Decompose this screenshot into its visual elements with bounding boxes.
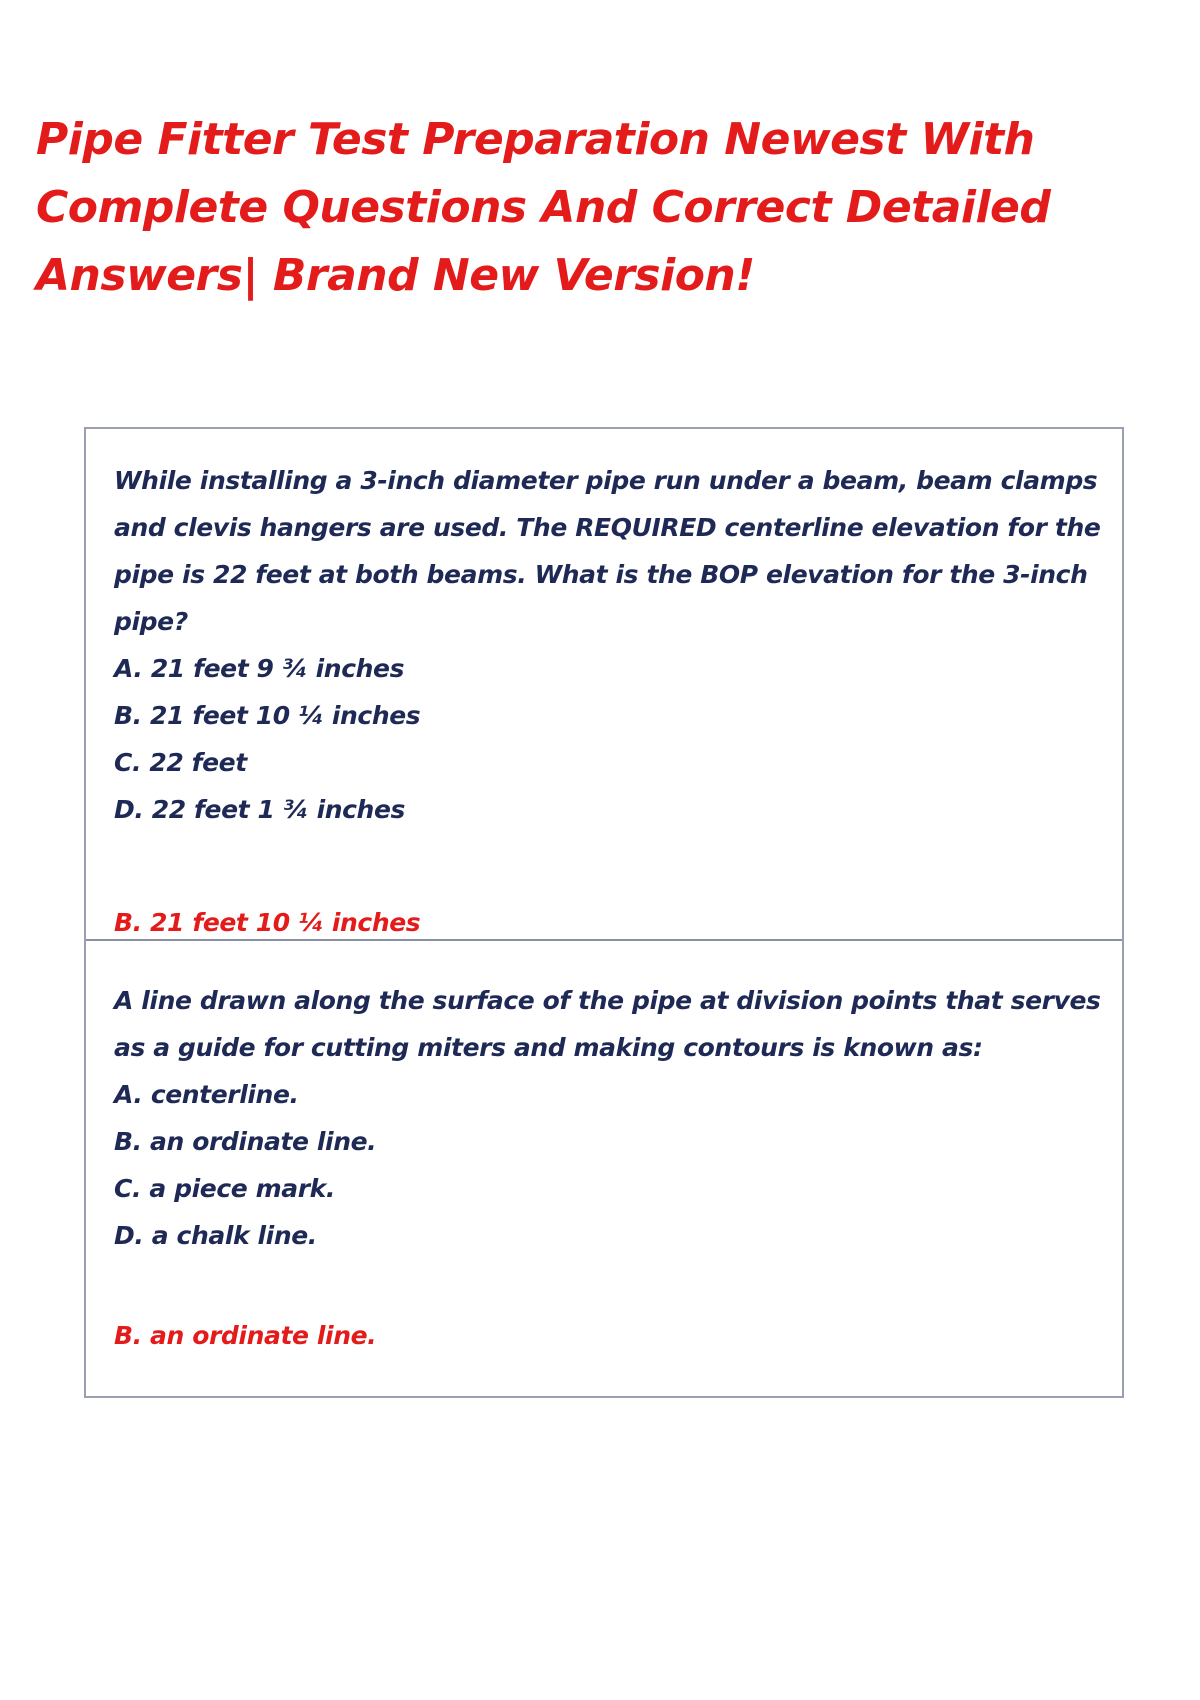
question-1-answer: B. 21 feet 10 ¼ inches <box>114 908 421 937</box>
question-2-option-b: B. an ordinate line. <box>114 1127 377 1156</box>
question-1-option-c: C. 22 feet <box>114 748 247 777</box>
question-2-option-d: D. a chalk line. <box>114 1221 317 1250</box>
document-title: Pipe Fitter Test Preparation Newest With Complete Questions And Correct Detailed Answers| Brand New Version! <box>36 114 1051 301</box>
question-1-option-a: A. 21 feet 9 ¾ inches <box>114 654 405 683</box>
question-block-1 <box>86 429 1122 941</box>
qa-table <box>84 427 1124 1398</box>
question-1-text: While installing a 3-inch diameter pipe run under a beam, beam clamps and clevis hangers are used. The REQUIRED centerline elevation for the pipe is 22 feet at both beams. What is the BOP elevation for the 3-inch pipe? <box>114 466 1101 636</box>
question-2-option-a: A. centerline. <box>114 1080 299 1109</box>
question-2-option-c: C. a piece mark. <box>114 1174 335 1203</box>
question-2-answer: B. an ordinate line. <box>114 1321 377 1350</box>
question-block-2 <box>86 941 1122 1396</box>
question-2-text: A line drawn along the surface of the pipe at division points that serves as a guide for cutting miters and making contours is known as: <box>114 986 1101 1062</box>
question-1-option-d: D. 22 feet 1 ¾ inches <box>114 795 405 824</box>
question-1-option-b: B. 21 feet 10 ¼ inches <box>114 701 421 730</box>
